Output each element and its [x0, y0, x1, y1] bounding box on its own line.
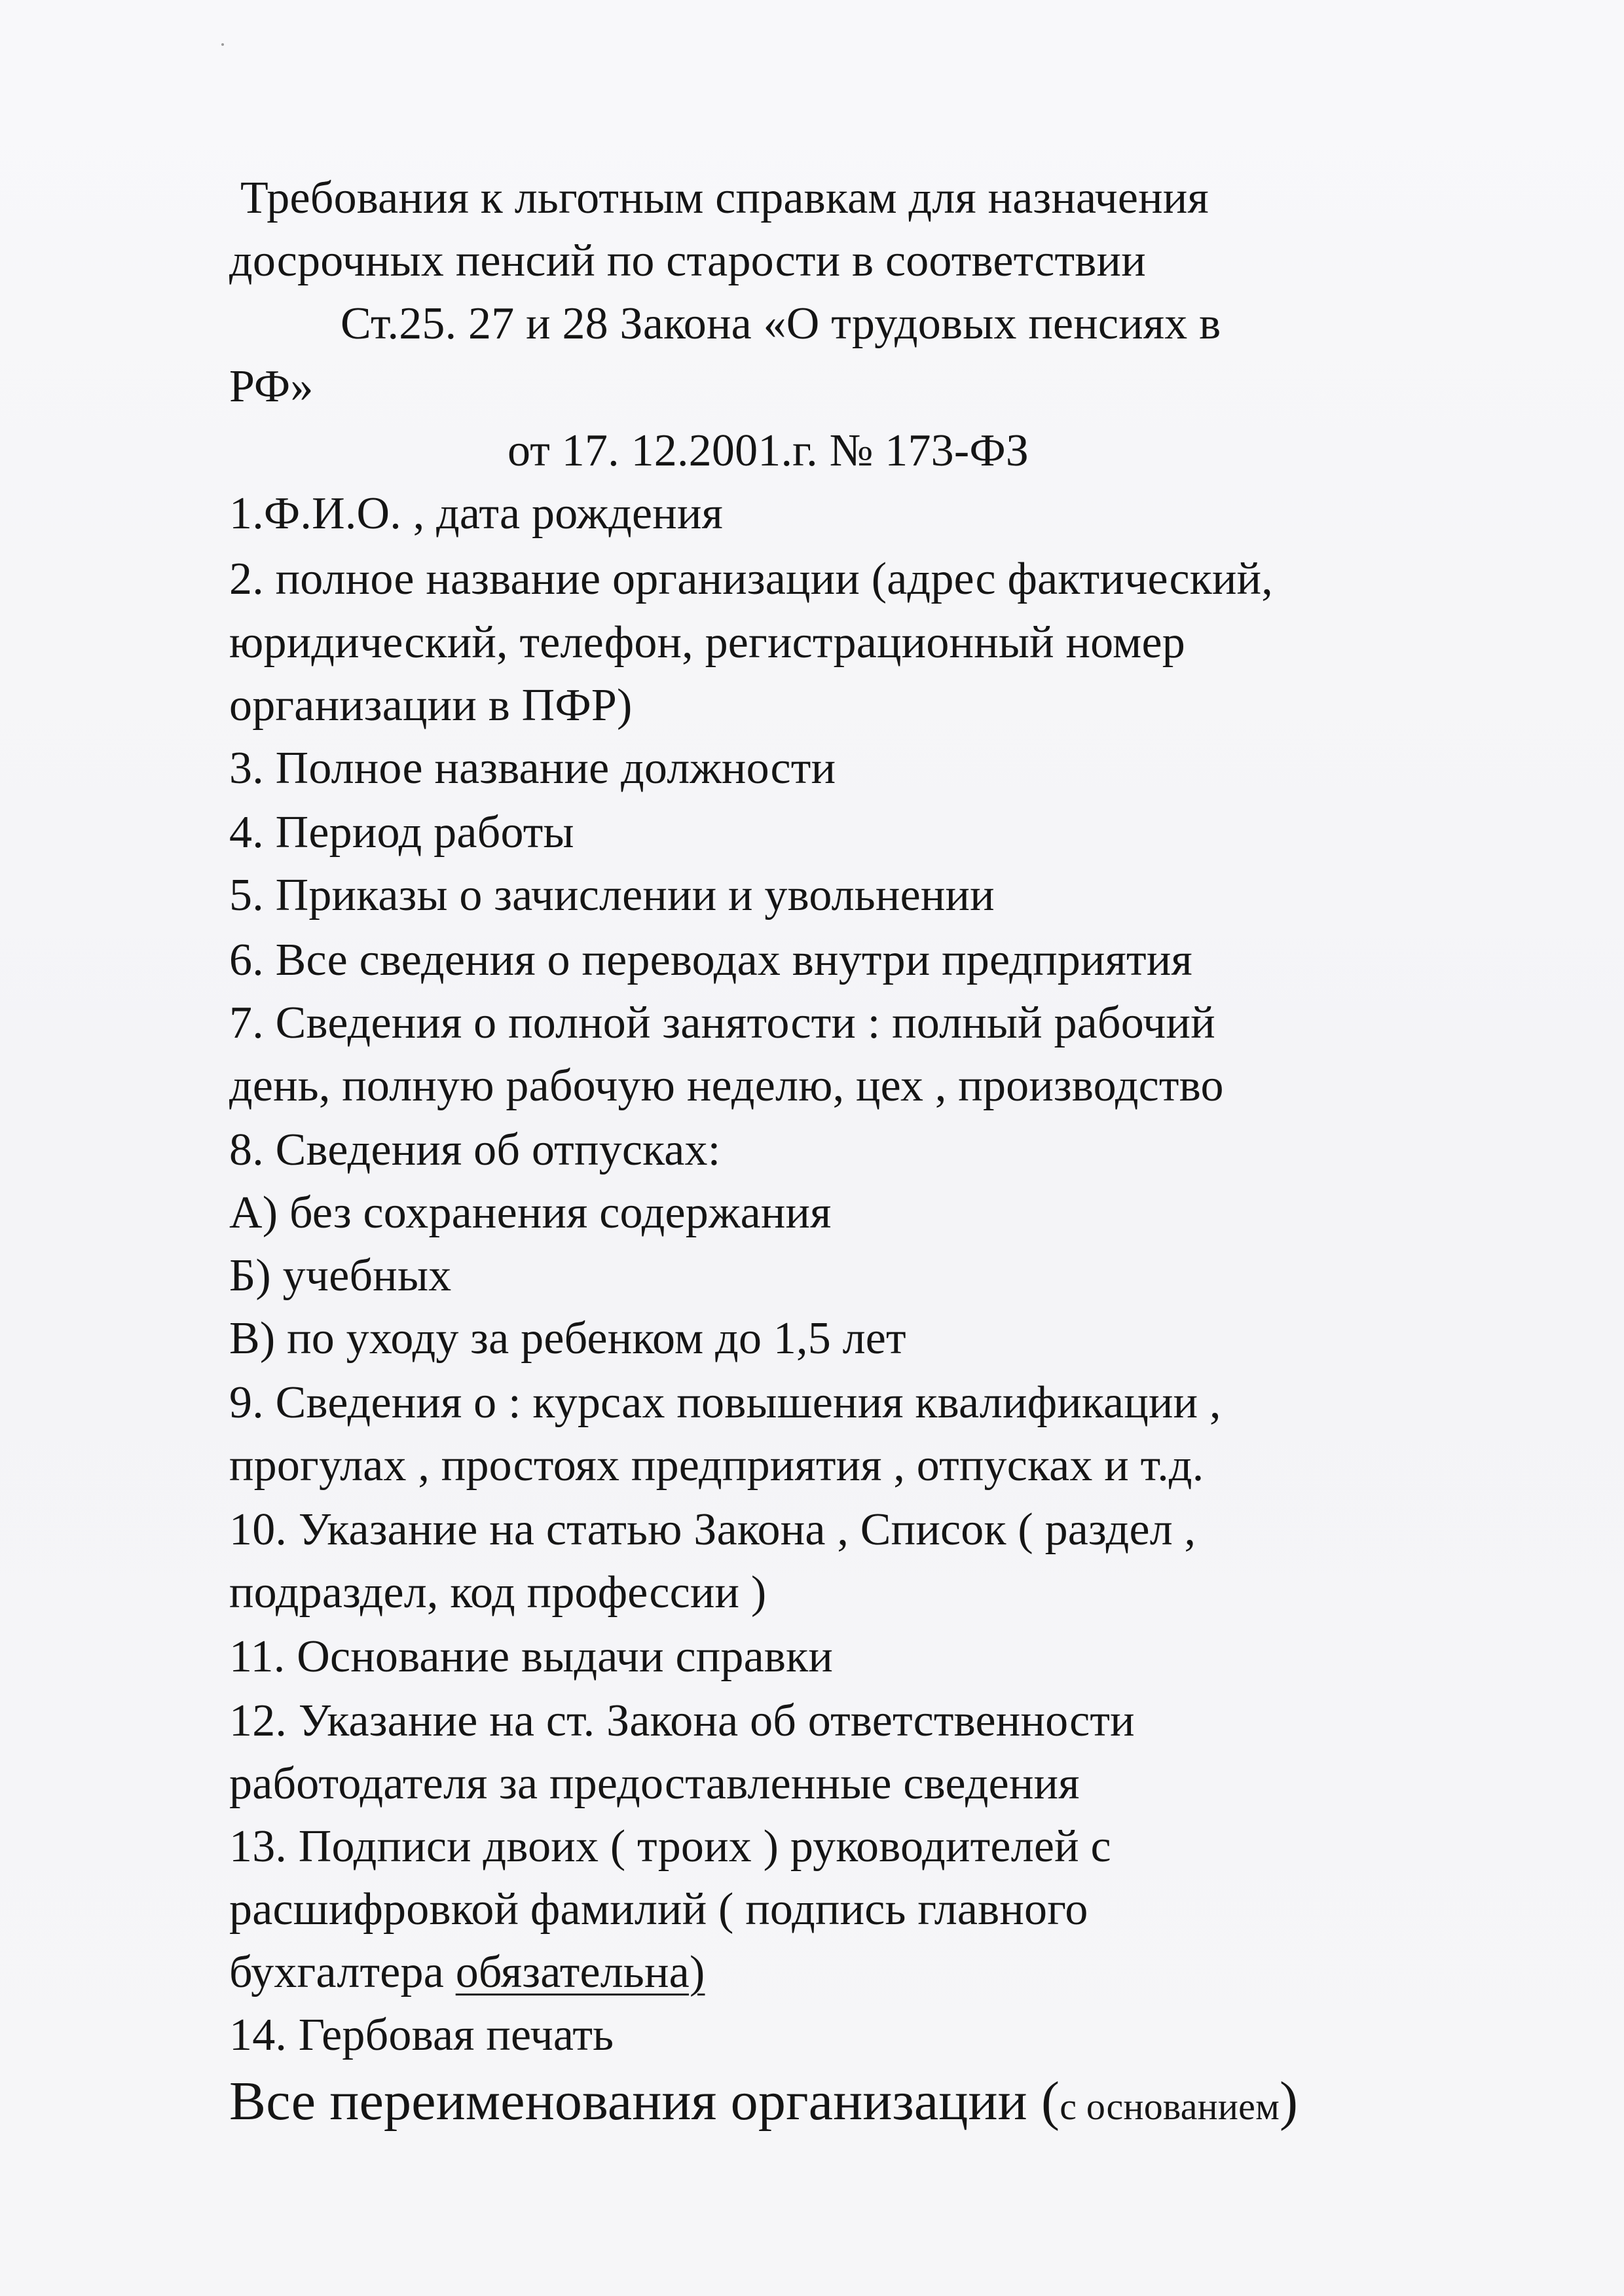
item-13-line-3 [229, 1947, 705, 1997]
scan-speck [221, 43, 224, 46]
item-7-line-1: 7. Сведения о полной занятости : полный рабочий [229, 998, 1215, 1048]
item-13-line-1: 13. Подписи двоих ( троих ) руководителей с [229, 1821, 1111, 1872]
item-7-line-2: день, полную рабочую неделю, цех , производство [229, 1061, 1224, 1111]
item-14: 14. Гербовая печать [229, 2010, 614, 2060]
title-line-1: Требования к льготным справкам для назначения [240, 173, 1209, 223]
item-12-line-2: работодателя за предоставленные сведения [229, 1758, 1080, 1809]
footer-main-text: Все переименования организации ( [229, 2071, 1060, 2132]
item-13-underlined-text: обязательна) [455, 1947, 705, 1997]
title-line-3: Ст.25. 27 и 28 Закона «О трудовых пенсиях в [341, 299, 1221, 349]
item-8-b: Б) учебных [229, 1250, 452, 1301]
item-2-line-3: организации в ПФР) [229, 680, 633, 731]
item-10-line-1: 10. Указание на статью Закона , Список ( раздел , [229, 1504, 1196, 1555]
item-8-a: А) без сохранения содержания [229, 1188, 832, 1238]
item-5: 5. Приказы о зачислении и увольнении [229, 870, 995, 920]
item-13-prefix: бухгалтера [229, 1947, 456, 1997]
item-11: 11. Основание выдачи справки [229, 1631, 834, 1682]
footer-renaming-note [229, 2071, 1299, 2132]
item-13-line-2: расшифровкой фамилий ( подпись главного [229, 1884, 1088, 1935]
title-line-4: РФ» [229, 361, 314, 412]
title-line-2: досрочных пенсий по старости в соответствии [229, 236, 1146, 286]
item-3: 3. Полное название должности [229, 743, 836, 793]
item-4: 4. Период работы [229, 807, 574, 858]
item-10-line-2: подраздел, код профессии ) [229, 1567, 767, 1618]
item-2-line-1: 2. полное название организации (адрес фактический, [229, 554, 1273, 604]
footer-small-text: с основанием [1060, 2085, 1280, 2128]
item-6: 6. Все сведения о переводах внутри предприятия [229, 935, 1192, 985]
item-12-line-1: 12. Указание на ст. Закона об ответственности [229, 1696, 1135, 1746]
item-1: 1.Ф.И.О. , дата рождения [229, 488, 724, 539]
item-2-line-2: юридический, телефон, регистрационный номер [229, 617, 1185, 668]
item-9-line-1: 9. Сведения о : курсах повышения квалификации , [229, 1377, 1221, 1428]
item-9-line-2: прогулах , простоях предприятия , отпусках и т.д. [229, 1440, 1204, 1491]
item-8: 8. Сведения об отпусках: [229, 1125, 721, 1175]
footer-close-paren: ) [1279, 2071, 1299, 2132]
title-law-reference: от 17. 12.2001.г. № 173-ФЗ [507, 426, 1029, 476]
item-8-c: В) по уходу за ребенком до 1,5 лет [229, 1313, 906, 1364]
